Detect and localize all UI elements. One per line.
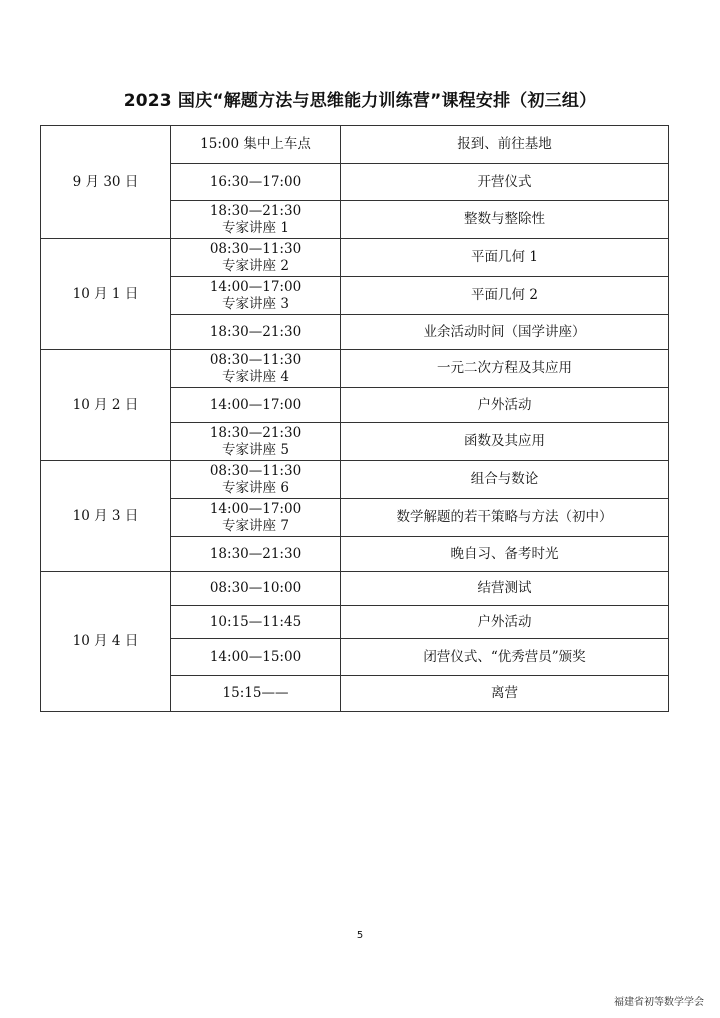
date-cell: 10 月 3 日 xyxy=(41,461,171,572)
lecture-label: 专家讲座 3 xyxy=(222,295,289,312)
content-cell: 组合与数论 xyxy=(341,461,669,499)
time-cell: 18:30—21:30 xyxy=(171,537,341,572)
content-cell: 数学解题的若干策略与方法（初中） xyxy=(341,499,669,537)
time-range: 08:30—11:30 xyxy=(209,351,302,368)
content-cell: 户外活动 xyxy=(341,606,669,639)
time-range: 18:30—21:30 xyxy=(209,424,302,441)
watermark: 福建省初等数学学会 xyxy=(614,997,704,1008)
table-row xyxy=(41,461,669,499)
time-cell xyxy=(171,350,341,388)
time-cell: 14:00—15:00 xyxy=(171,639,341,676)
lecture-label: 专家讲座 7 xyxy=(222,517,289,534)
time-range: 18:30—21:30 xyxy=(209,202,302,219)
time-cell xyxy=(171,277,341,315)
content-cell: 离营 xyxy=(341,676,669,712)
lecture-label: 专家讲座 2 xyxy=(222,257,289,274)
content-cell: 报到、前往基地 xyxy=(341,126,669,164)
time-cell xyxy=(171,201,341,239)
content-cell: 晚自习、备考时光 xyxy=(341,537,669,572)
time-cell: 15:15—— xyxy=(171,676,341,712)
time-range: 08:30—11:30 xyxy=(209,462,302,479)
content-cell: 平面几何 1 xyxy=(341,239,669,277)
lecture-label: 专家讲座 6 xyxy=(222,479,289,496)
content-cell: 平面几何 2 xyxy=(341,277,669,315)
date-cell: 10 月 2 日 xyxy=(41,350,171,461)
page-title: 2023 国庆“解题方法与思维能力训练营”课程安排（初三组） xyxy=(123,91,597,111)
table-row xyxy=(41,350,669,388)
lecture-label: 专家讲座 4 xyxy=(222,368,289,385)
time-cell xyxy=(171,423,341,461)
lecture-label: 专家讲座 5 xyxy=(222,441,289,458)
content-cell: 整数与整除性 xyxy=(341,201,669,239)
lecture-label: 专家讲座 1 xyxy=(222,219,289,236)
time-cell: 14:00—17:00 xyxy=(171,388,341,423)
date-cell: 10 月 4 日 xyxy=(41,572,171,712)
content-cell: 户外活动 xyxy=(341,388,669,423)
date-cell: 9 月 30 日 xyxy=(41,126,171,239)
time-cell: 15:00 集中上车点 xyxy=(171,126,341,164)
time-cell: 08:30—10:00 xyxy=(171,572,341,606)
table-row xyxy=(41,239,669,277)
content-cell: 函数及其应用 xyxy=(341,423,669,461)
time-cell xyxy=(171,499,341,537)
time-range: 08:30—11:30 xyxy=(209,240,302,257)
schedule-table xyxy=(40,125,669,712)
time-cell: 10:15—11:45 xyxy=(171,606,341,639)
time-cell: 18:30—21:30 xyxy=(171,315,341,350)
date-cell: 10 月 1 日 xyxy=(41,239,171,350)
content-cell: 开营仪式 xyxy=(341,164,669,201)
time-cell: 16:30—17:00 xyxy=(171,164,341,201)
content-cell: 结营测试 xyxy=(341,572,669,606)
time-cell xyxy=(171,239,341,277)
content-cell: 业余活动时间（国学讲座） xyxy=(341,315,669,350)
content-cell: 闭营仪式、“优秀营员”颁奖 xyxy=(341,639,669,676)
content-cell: 一元二次方程及其应用 xyxy=(341,350,669,388)
time-range: 14:00—17:00 xyxy=(209,278,302,295)
time-range: 14:00—17:00 xyxy=(209,500,302,517)
table-row xyxy=(41,126,669,164)
time-cell xyxy=(171,461,341,499)
table-row xyxy=(41,572,669,606)
page-number: 5 xyxy=(356,930,364,941)
